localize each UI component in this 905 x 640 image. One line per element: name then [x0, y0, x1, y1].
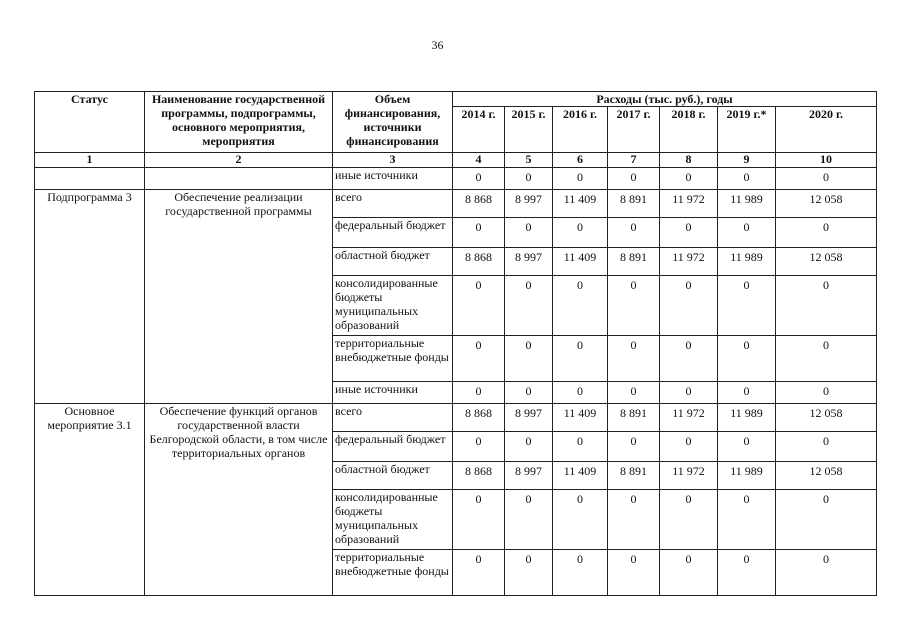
- expense-value: 11 989: [718, 190, 776, 218]
- column-number: 9: [718, 153, 776, 168]
- expense-value: 0: [776, 490, 877, 550]
- expense-value: 0: [453, 218, 505, 248]
- header-year: 2020 г.: [776, 107, 877, 153]
- expense-value: 0: [776, 336, 877, 382]
- table-row: [35, 190, 877, 218]
- expense-value: 0: [453, 382, 505, 404]
- page-number: 36: [431, 38, 444, 52]
- expense-value: 0: [505, 432, 553, 462]
- funding-source: всего: [333, 404, 453, 432]
- expense-value: 0: [718, 550, 776, 596]
- expense-value: 0: [660, 432, 718, 462]
- funding-source: иные источники: [333, 382, 453, 404]
- table-body: [35, 168, 877, 596]
- expense-value: 0: [505, 168, 553, 190]
- expense-value: 0: [718, 432, 776, 462]
- expense-value: 0: [453, 168, 505, 190]
- expense-value: 0: [718, 276, 776, 336]
- expense-value: 12 058: [776, 462, 877, 490]
- expense-value: 11 972: [660, 404, 718, 432]
- funding-source: федеральный бюджет: [333, 218, 453, 248]
- expense-value: 0: [776, 276, 877, 336]
- expense-value: 0: [505, 218, 553, 248]
- expense-value: 8 891: [608, 404, 660, 432]
- expense-value: 8 868: [453, 190, 505, 218]
- expense-value: 0: [608, 490, 660, 550]
- expense-value: 0: [718, 382, 776, 404]
- header-year: 2016 г.: [553, 107, 608, 153]
- column-number: 10: [776, 153, 877, 168]
- column-number: 2: [145, 153, 333, 168]
- expense-value: 0: [608, 168, 660, 190]
- expense-value: 0: [505, 490, 553, 550]
- expense-value: 8 891: [608, 462, 660, 490]
- expense-value: 0: [660, 168, 718, 190]
- expense-value: 0: [553, 218, 608, 248]
- expense-value: 8 997: [505, 404, 553, 432]
- expense-value: 0: [660, 276, 718, 336]
- expense-value: 8 868: [453, 462, 505, 490]
- funding-source: иные источники: [333, 168, 453, 190]
- expense-value: 0: [776, 432, 877, 462]
- expense-value: 0: [505, 336, 553, 382]
- expense-value: 11 972: [660, 190, 718, 218]
- expense-value: 8 997: [505, 462, 553, 490]
- expense-value: 0: [718, 168, 776, 190]
- expense-value: 0: [660, 382, 718, 404]
- column-number: 4: [453, 153, 505, 168]
- row-status: Основное мероприятие 3.1: [35, 404, 145, 596]
- expense-value: 0: [553, 336, 608, 382]
- column-number: 3: [333, 153, 453, 168]
- expense-value: 0: [660, 490, 718, 550]
- column-number: 1: [35, 153, 145, 168]
- row-name: [145, 168, 333, 190]
- header-year: 2015 г.: [505, 107, 553, 153]
- table-row: [35, 404, 877, 432]
- funding-source: консолидированные бюджеты муниципальных образований: [333, 276, 453, 336]
- expense-value: 11 972: [660, 462, 718, 490]
- header-volume: Объем финансирования, источники финансирования: [333, 92, 453, 153]
- expense-value: 0: [660, 550, 718, 596]
- funding-source: федеральный бюджет: [333, 432, 453, 462]
- expense-value: 0: [608, 550, 660, 596]
- expense-value: 11 989: [718, 404, 776, 432]
- expense-value: 0: [453, 336, 505, 382]
- funding-source: консолидированные бюджеты муниципальных образований: [333, 490, 453, 550]
- expense-value: 8 868: [453, 248, 505, 276]
- financing-table: [34, 91, 877, 596]
- expense-value: 0: [776, 382, 877, 404]
- expense-value: 0: [553, 432, 608, 462]
- expense-value: 0: [718, 218, 776, 248]
- expense-value: 8 868: [453, 404, 505, 432]
- expense-value: 0: [608, 382, 660, 404]
- expense-value: 8 891: [608, 190, 660, 218]
- header-year: 2018 г.: [660, 107, 718, 153]
- expense-value: 0: [453, 550, 505, 596]
- expense-value: 0: [453, 490, 505, 550]
- header-name: Наименование государственной программы, подпрограммы, основного мероприятия, мероприятия: [145, 92, 333, 153]
- expense-value: 0: [608, 432, 660, 462]
- expense-value: 0: [776, 550, 877, 596]
- funding-source: территориальные внебюджетные фонды: [333, 550, 453, 596]
- funding-source: областной бюджет: [333, 462, 453, 490]
- expense-value: 12 058: [776, 190, 877, 218]
- expense-value: 12 058: [776, 404, 877, 432]
- column-number: 5: [505, 153, 553, 168]
- expense-value: 0: [718, 336, 776, 382]
- expense-value: 0: [608, 276, 660, 336]
- header-expenses: Расходы (тыс. руб.), годы: [453, 92, 877, 107]
- header-year: 2019 г.*: [718, 107, 776, 153]
- column-number: 6: [553, 153, 608, 168]
- expense-value: 0: [505, 276, 553, 336]
- header-year: 2017 г.: [608, 107, 660, 153]
- expense-value: 0: [553, 490, 608, 550]
- funding-source: областной бюджет: [333, 248, 453, 276]
- expense-value: 0: [660, 336, 718, 382]
- expense-value: 0: [776, 218, 877, 248]
- expense-value: 11 989: [718, 248, 776, 276]
- expense-value: 0: [505, 382, 553, 404]
- expense-value: 11 409: [553, 248, 608, 276]
- row-name: Обеспечение функций органов государственной власти Белгородской области, в том числе территориальных органов: [145, 404, 333, 596]
- expense-value: 0: [553, 168, 608, 190]
- expense-value: 0: [553, 382, 608, 404]
- column-number: 8: [660, 153, 718, 168]
- funding-source: всего: [333, 190, 453, 218]
- expense-value: 8 997: [505, 190, 553, 218]
- expense-value: 8 997: [505, 248, 553, 276]
- expense-value: 0: [776, 168, 877, 190]
- row-status: [35, 168, 145, 190]
- expense-value: 0: [553, 550, 608, 596]
- expense-value: 11 409: [553, 190, 608, 218]
- funding-source: территориальные внебюджетные фонды: [333, 336, 453, 382]
- header-status: Статус: [35, 92, 145, 153]
- expense-value: 0: [453, 276, 505, 336]
- expense-value: 0: [608, 336, 660, 382]
- expense-value: 11 409: [553, 404, 608, 432]
- table-row: [35, 168, 877, 190]
- expense-value: 12 058: [776, 248, 877, 276]
- row-name: Обеспечение реализации государственной программы: [145, 190, 333, 404]
- expense-value: 0: [453, 432, 505, 462]
- expense-value: 0: [718, 490, 776, 550]
- expense-value: 0: [660, 218, 718, 248]
- expense-value: 11 972: [660, 248, 718, 276]
- expense-value: 11 989: [718, 462, 776, 490]
- row-status: Подпрограмма 3: [35, 190, 145, 404]
- expense-value: 11 409: [553, 462, 608, 490]
- column-number: 7: [608, 153, 660, 168]
- expense-value: 8 891: [608, 248, 660, 276]
- expense-value: 0: [505, 550, 553, 596]
- expense-value: 0: [553, 276, 608, 336]
- expense-value: 0: [608, 218, 660, 248]
- header-year: 2014 г.: [453, 107, 505, 153]
